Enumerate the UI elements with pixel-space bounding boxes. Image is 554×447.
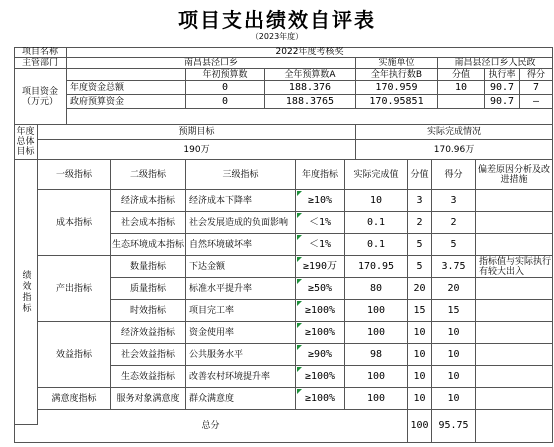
perf-header-3: 年度指标 (296, 160, 345, 190)
fund-col-exec: 全年执行数B (356, 69, 438, 81)
deviation-reason (476, 278, 553, 300)
cell-flag-icon (297, 301, 302, 306)
cell-flag-icon (297, 213, 302, 218)
overall-label: 年度总体目标 (14, 125, 38, 160)
target-label: 预期目标 (38, 125, 356, 140)
annual-target: ≥100% (296, 322, 345, 344)
fund-rate: 90.7 (485, 95, 520, 109)
fund-row-label: 年度资金总额 (67, 81, 186, 95)
fund-row-label: 政府预算资金 (67, 95, 186, 109)
fund-col-score: 得分 (520, 69, 553, 81)
actual-value: 100 (345, 322, 408, 344)
score: 5 (432, 234, 476, 256)
l3-indicator: 社会发展造成的负面影响 (186, 212, 296, 234)
fund-initial: 0 (186, 81, 265, 95)
total-score: 95.75 (432, 410, 476, 443)
fund-annual: 188.376 (265, 81, 356, 95)
score: 10 (432, 344, 476, 366)
l1-indicator: 效益指标 (38, 322, 111, 388)
unit-value: 南昌县泾口乡人民政 (438, 58, 553, 69)
perf-header-6: 得分 (432, 160, 476, 190)
score: 20 (432, 278, 476, 300)
perf-header-2: 三级指标 (186, 160, 296, 190)
fund-score_val: 10 (438, 81, 485, 95)
l2-indicator: 社会效益指标 (111, 344, 186, 366)
l2-indicator: 数量指标 (111, 256, 186, 278)
actual-value: 0.1 (345, 212, 408, 234)
perf-side-text: 绩效指标 (20, 270, 31, 314)
points: 3 (408, 190, 432, 212)
l2-indicator: 经济效益指标 (111, 322, 186, 344)
cell-flag-icon (297, 235, 302, 240)
annual-target: ≥100% (296, 388, 345, 410)
fund-score_val (438, 95, 485, 109)
perf-header-0: 一级指标 (38, 160, 111, 190)
l3-indicator: 经济成本下降率 (186, 190, 296, 212)
cell-flag-icon (297, 257, 302, 262)
l2-indicator: 生态环境成本指标 (111, 234, 186, 256)
project-name-value: 2022年度考核奖 (67, 47, 553, 58)
annual-target: ≥10% (296, 190, 345, 212)
l3-indicator: 下达金额 (186, 256, 296, 278)
fund-score: — (520, 95, 553, 109)
actual-value: 100 (345, 366, 408, 388)
fund-exec: 170.95851 (356, 95, 438, 109)
points: 10 (408, 344, 432, 366)
fund-spacer (67, 109, 553, 125)
deviation-reason (476, 212, 553, 234)
dept-value: 南昌县泾口乡 (67, 58, 356, 69)
points: 10 (408, 366, 432, 388)
actual-value: 100 (345, 388, 408, 410)
score: 3 (432, 190, 476, 212)
total-points: 100 (408, 410, 432, 443)
score: 15 (432, 300, 476, 322)
score: 2 (432, 212, 476, 234)
fiscal-year: （2023年度） (250, 32, 304, 41)
actual-label: 实际完成情况 (356, 125, 553, 140)
total-reason (476, 410, 553, 443)
perf-header-7: 偏差原因分析及改进措施 (476, 160, 553, 190)
dept-label: 主管部门 (14, 58, 67, 69)
l2-indicator: 质量指标 (111, 278, 186, 300)
deviation-reason (476, 190, 553, 212)
fund-label: 项目资金（万元） (14, 69, 67, 125)
points: 5 (408, 234, 432, 256)
l1-indicator: 成本指标 (38, 190, 111, 256)
points: 2 (408, 212, 432, 234)
score: 10 (432, 322, 476, 344)
cell-flag-icon (297, 345, 302, 350)
actual-value: 0.1 (345, 234, 408, 256)
l3-indicator: 改善农村环境提升率 (186, 366, 296, 388)
annual-target: ≥190万 (296, 256, 345, 278)
l2-indicator: 服务对象满意度 (111, 388, 186, 410)
l2-indicator: 生态效益指标 (111, 366, 186, 388)
cell-flag-icon (297, 367, 302, 372)
fund-rate: 90.7 (485, 81, 520, 95)
actual-value: 10 (345, 190, 408, 212)
cell-flag-icon (297, 389, 302, 394)
annual-target: ≥50% (296, 278, 345, 300)
points: 20 (408, 278, 432, 300)
target-value: 190万 (38, 140, 356, 160)
annual-target: ＜1% (296, 212, 345, 234)
l3-indicator: 公共服务水平 (186, 344, 296, 366)
deviation-reason: 指标值与实际执行有较大出入 (476, 256, 553, 278)
fund-exec: 170.959 (356, 81, 438, 95)
points: 10 (408, 388, 432, 410)
deviation-reason (476, 234, 553, 256)
project-name-label: 项目名称 (14, 47, 67, 58)
fund-col-annual: 全年预算数A (265, 69, 356, 81)
points: 10 (408, 322, 432, 344)
l2-indicator: 时效指标 (111, 300, 186, 322)
score: 10 (432, 388, 476, 410)
l3-indicator: 标准水平提升率 (186, 278, 296, 300)
l2-indicator: 经济成本指标 (111, 190, 186, 212)
l2-indicator: 社会成本指标 (111, 212, 186, 234)
score: 10 (432, 366, 476, 388)
l1-indicator: 产出指标 (38, 256, 111, 322)
fund-annual: 188.3765 (265, 95, 356, 109)
annual-target: ≥100% (296, 300, 345, 322)
l3-indicator: 群众满意度 (186, 388, 296, 410)
deviation-reason (476, 300, 553, 322)
l3-indicator: 自然环境破坏率 (186, 234, 296, 256)
actual-value: 170.96万 (356, 140, 553, 160)
page-title: 项目支出绩效自评表 (178, 8, 376, 32)
unit-label: 实施单位 (356, 58, 438, 69)
deviation-reason (476, 322, 553, 344)
deviation-reason (476, 366, 553, 388)
l1-indicator: 满意度指标 (38, 388, 111, 410)
perf-header-4: 实际完成值 (345, 160, 408, 190)
l3-indicator: 资金使用率 (186, 322, 296, 344)
cell-flag-icon (297, 191, 302, 196)
fund-score: 7 (520, 81, 553, 95)
annual-target: ≥90% (296, 344, 345, 366)
fund-col-score_val: 分值 (438, 69, 485, 81)
total-label: 总分 (14, 410, 408, 443)
annual-target: ＜1% (296, 234, 345, 256)
actual-value: 170.95 (345, 256, 408, 278)
perf-header-1: 二级指标 (111, 160, 186, 190)
cell-flag-icon (297, 323, 302, 328)
points: 15 (408, 300, 432, 322)
deviation-reason (476, 388, 553, 410)
fund-col-rate: 执行率 (485, 69, 520, 81)
deviation-reason (476, 344, 553, 366)
fund-initial: 0 (186, 95, 265, 109)
l3-indicator: 项目完工率 (186, 300, 296, 322)
cell-flag-icon (297, 279, 302, 284)
perf-side-label (14, 160, 38, 425)
score: 3.75 (432, 256, 476, 278)
fund-col-initial: 年初预算数 (186, 69, 265, 81)
points: 5 (408, 256, 432, 278)
fund-header-blank (67, 69, 186, 81)
actual-value: 100 (345, 300, 408, 322)
annual-target: ≥100% (296, 366, 345, 388)
actual-value: 80 (345, 278, 408, 300)
actual-value: 98 (345, 344, 408, 366)
perf-header-5: 分值 (408, 160, 432, 190)
